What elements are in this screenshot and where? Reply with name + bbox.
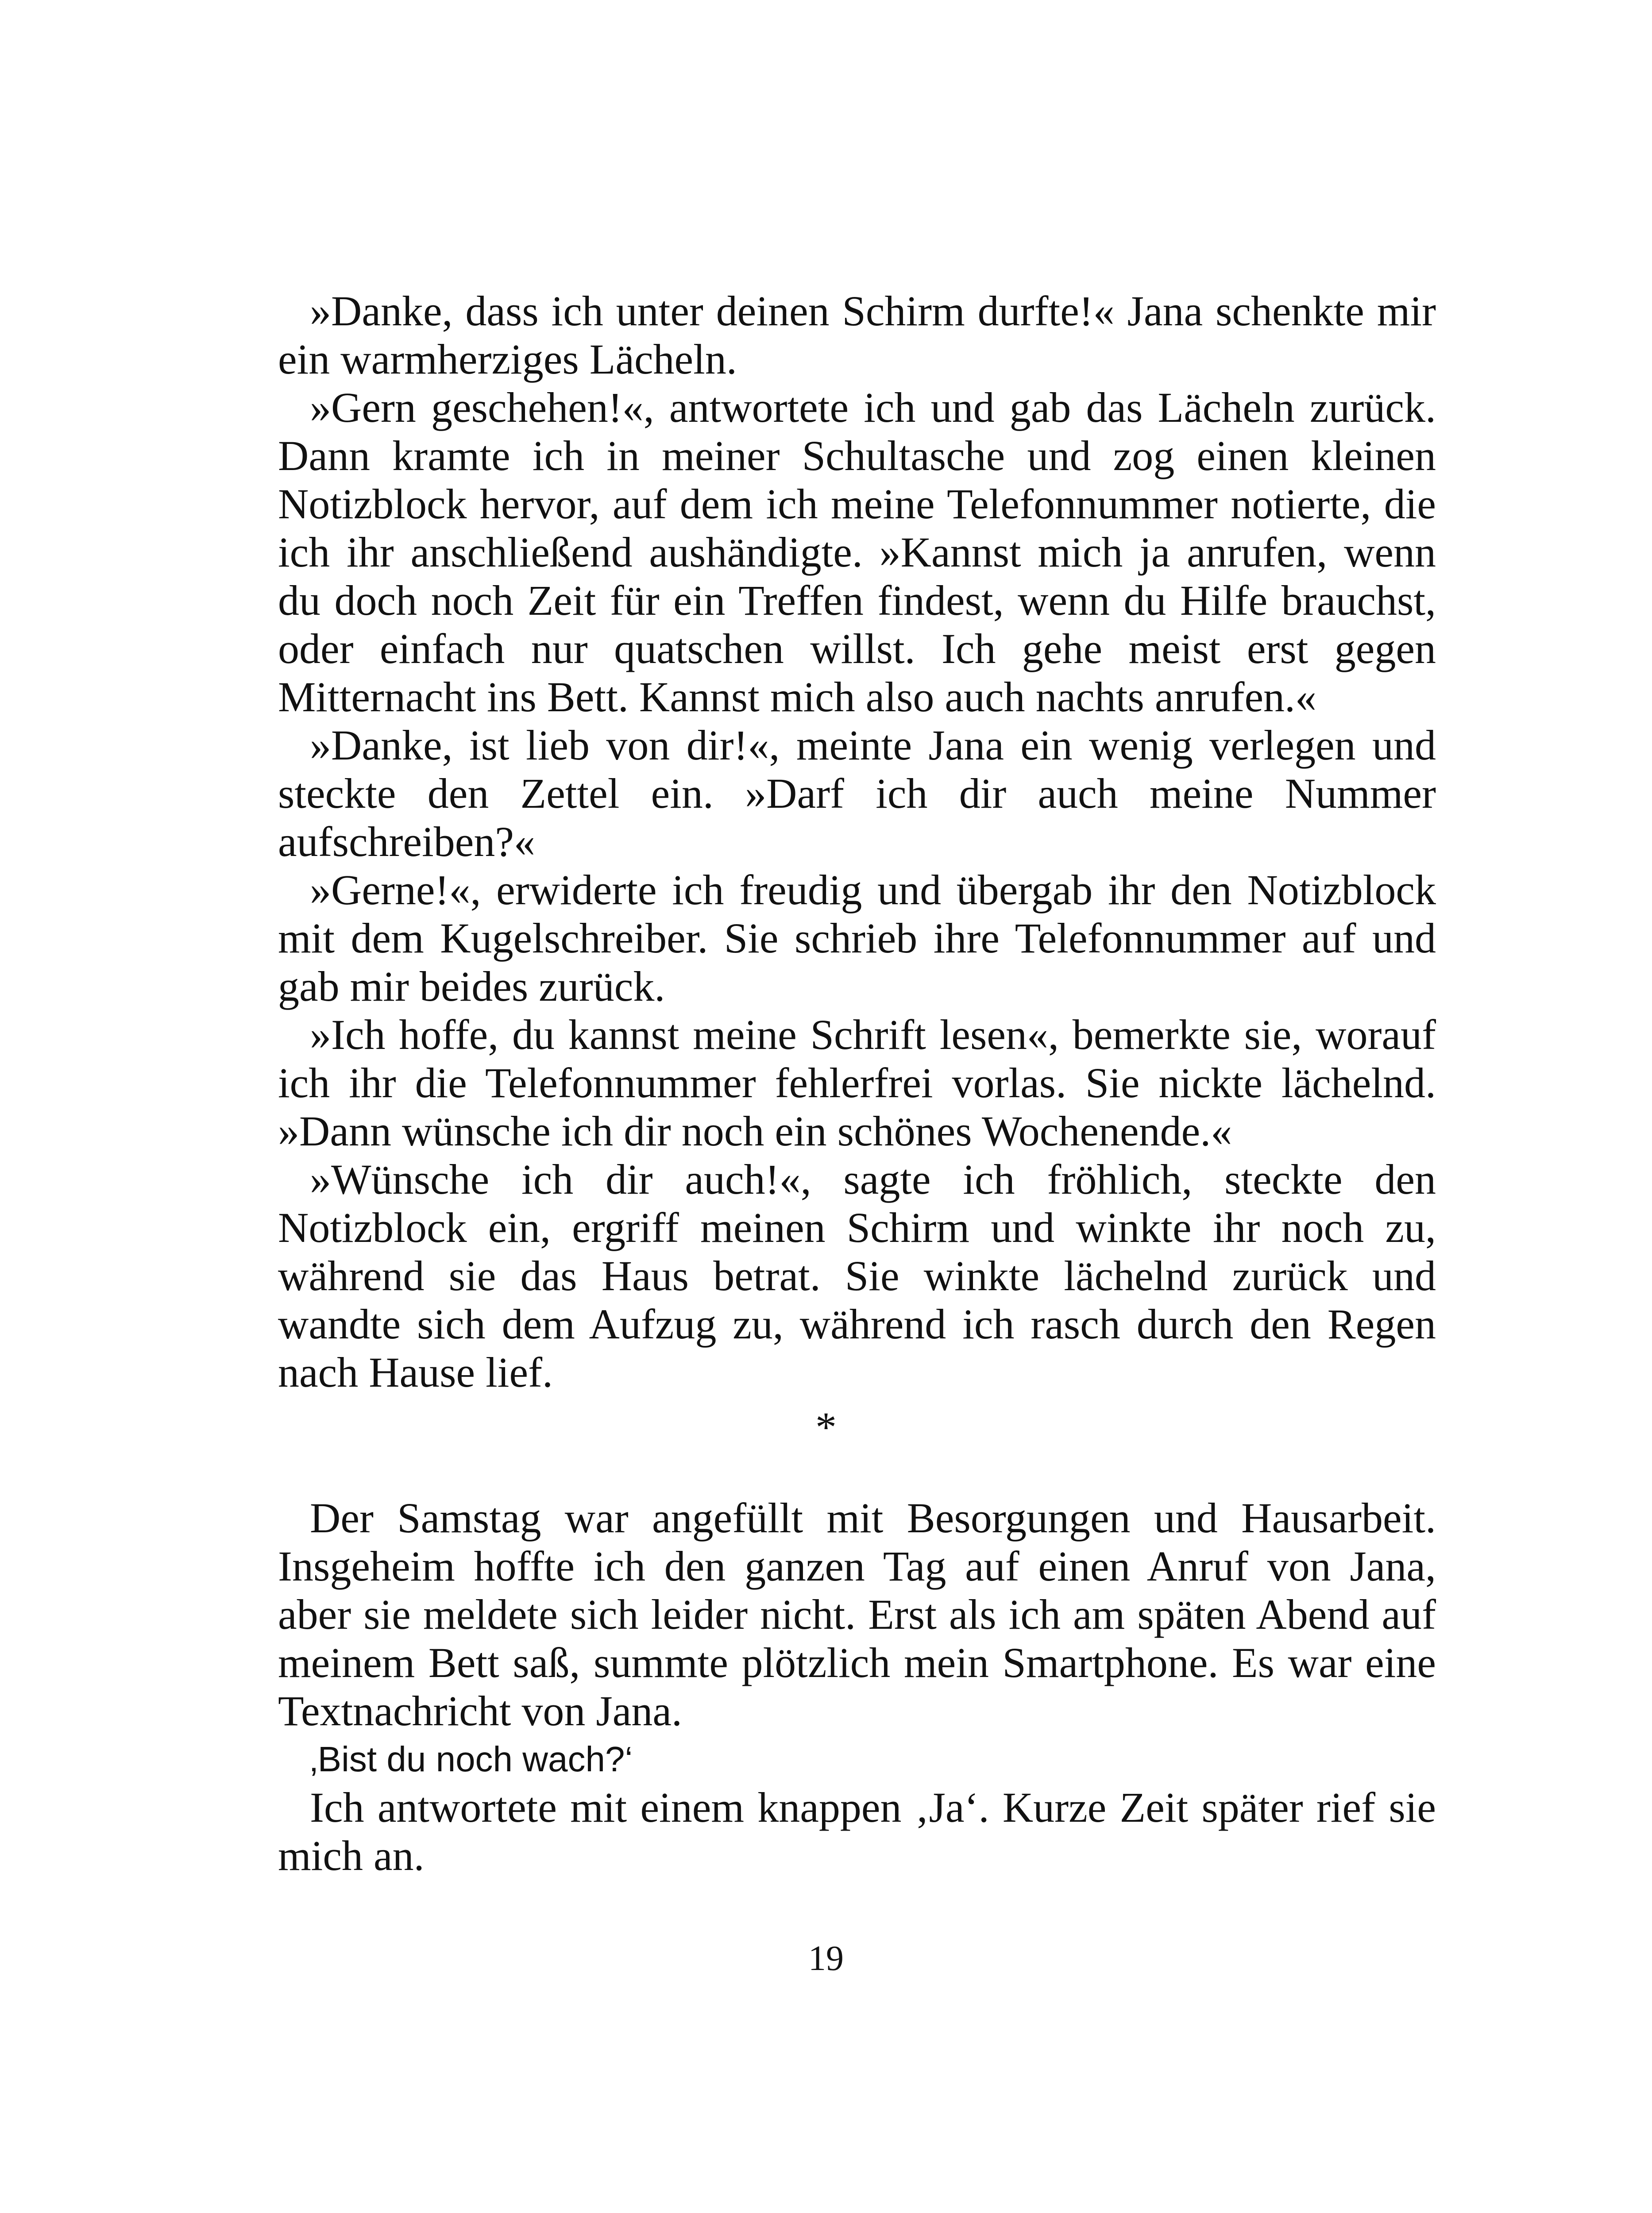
paragraph: »Wünsche ich dir auch!«, sagte ich fröhlich, steckte den Notizblock ein, ergriff meinen Schirm und winkte ihr noch zu, während sie das Haus betrat. Sie winkte lächelnd zurück und wandte sich dem Aufzug zu, während ich rasch durch den Regen nach Hause lief. xyxy=(278,1156,1436,1396)
paragraph: Ich antwortete mit einem knappen ‚Ja‘. Kurze Zeit später rief sie mich an. xyxy=(278,1784,1436,1879)
paragraph: »Danke, dass ich unter deinen Schirm durfte!« Jana schenkte mir ein warmherziges Lächeln. xyxy=(278,287,1436,383)
paragraph: Der Samstag war angefüllt mit Besorgungen und Hausarbeit. Insgeheim hoffte ich den ganzen Tag auf einen Anruf von Jana, aber sie meldete sich leider nicht. Erst als ich am späten Abend auf meinem Bett saß, summte plötzlich mein Smartphone. Es war eine Textnachricht von Jana. xyxy=(278,1494,1436,1735)
text-section-1 xyxy=(278,287,1436,1396)
paragraph: »Gerne!«, erwiderte ich freudig und übergab ihr den Notizblock mit dem Kugelschreiber. Sie schrieb ihre Telefonnummer auf und gab mir beides zurück. xyxy=(278,866,1436,1010)
text-message-line: ‚Bist du noch wach?‘ xyxy=(310,1739,633,1779)
paragraph: »Gern geschehen!«, antwortete ich und gab das Lächeln zurück. Dann kramte ich in meiner Schultasche und zog einen kleinen Notizblock hervor, auf dem ich meine Telefonnummer notierte, die ich ihr anschließend aushändigte. »Kannst mich ja anrufen, wenn du doch noch Zeit für ein Treffen findest, wenn du Hilfe brauchst, oder einfach nur quatschen willst. Ich gehe meist erst gegen Mitternacht ins Bett. Kannst mich also auch nachts anrufen.« xyxy=(278,384,1436,721)
scene-break-asterisk: * xyxy=(815,1403,837,1451)
paragraph: »Ich hoffe, du kannst meine Schrift lesen«, bemerkte sie, worauf ich ihr die Telefonnummer fehlerfrei vorlas. Sie nickte lächelnd. »Dann wünsche ich dir noch ein schönes Wochenende.« xyxy=(278,1011,1436,1155)
page-number: 19 xyxy=(808,1939,844,1978)
paragraph: »Danke, ist lieb von dir!«, meinte Jana ein wenig verlegen und steckte den Zettel ein. »Darf ich dir auch meine Nummer aufschreiben?« xyxy=(278,721,1436,865)
text-section-2 xyxy=(278,1494,1436,1880)
